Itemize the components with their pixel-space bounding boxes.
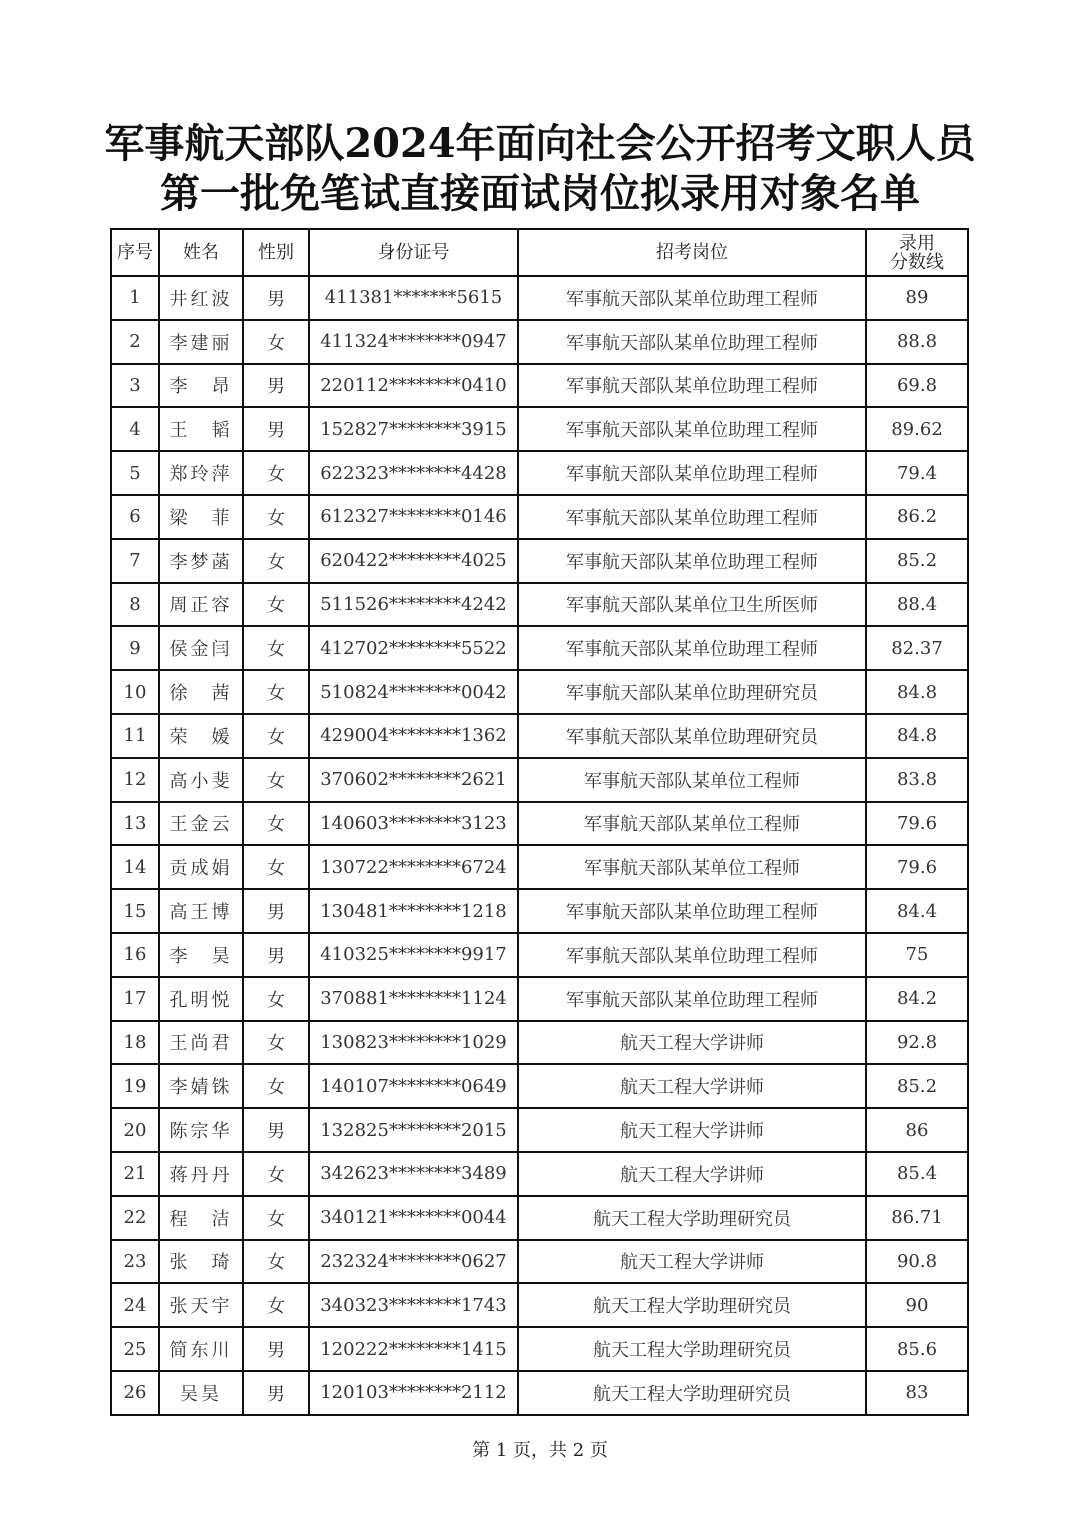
cell-score: 92.8 xyxy=(866,1021,968,1065)
cell-no: 12 xyxy=(111,758,159,802)
cell-post: 军事航天部队某单位助理工程师 xyxy=(518,977,866,1021)
cell-post: 军事航天部队某单位助理工程师 xyxy=(518,933,866,977)
cell-score: 90 xyxy=(866,1283,968,1327)
cell-id: 429004********1362 xyxy=(309,714,518,758)
cell-no: 14 xyxy=(111,845,159,889)
table-row xyxy=(111,495,968,539)
header-no: 序号 xyxy=(111,229,159,276)
cell-gender: 女 xyxy=(243,451,309,495)
cell-post: 军事航天部队某单位助理工程师 xyxy=(518,451,866,495)
cell-id: 511526********4242 xyxy=(309,583,518,627)
cell-gender: 男 xyxy=(243,933,309,977)
cell-name: 梁 菲 xyxy=(159,495,243,539)
table-row xyxy=(111,451,968,495)
cell-post: 军事航天部队某单位助理工程师 xyxy=(518,495,866,539)
cell-no: 4 xyxy=(111,407,159,451)
cell-post: 军事航天部队某单位工程师 xyxy=(518,845,866,889)
cell-no: 23 xyxy=(111,1240,159,1284)
cell-id: 120103********2112 xyxy=(309,1371,518,1415)
cell-name: 王 韬 xyxy=(159,407,243,451)
cell-id: 340121********0044 xyxy=(309,1196,518,1240)
header-name: 姓名 xyxy=(159,229,243,276)
cell-no: 18 xyxy=(111,1021,159,1065)
cell-id: 410325********9917 xyxy=(309,933,518,977)
table-row xyxy=(111,626,968,670)
cell-post: 航天工程大学讲师 xyxy=(518,1108,866,1152)
table-row xyxy=(111,758,968,802)
cell-gender: 男 xyxy=(243,889,309,933)
cell-post: 航天工程大学助理研究员 xyxy=(518,1327,866,1371)
cell-name: 李梦菡 xyxy=(159,539,243,583)
cell-score: 84.2 xyxy=(866,977,968,1021)
cell-post: 航天工程大学助理研究员 xyxy=(518,1283,866,1327)
page-footer: 第 1 页，共 2 页 xyxy=(472,1440,608,1461)
cell-no: 17 xyxy=(111,977,159,1021)
cell-score: 79.6 xyxy=(866,802,968,846)
header-score xyxy=(866,229,968,276)
cell-score: 90.8 xyxy=(866,1240,968,1284)
cell-no: 21 xyxy=(111,1152,159,1196)
cell-no: 15 xyxy=(111,889,159,933)
cell-gender: 女 xyxy=(243,1152,309,1196)
cell-post: 军事航天部队某单位助理工程师 xyxy=(518,889,866,933)
cell-no: 22 xyxy=(111,1196,159,1240)
cell-name: 李婧铢 xyxy=(159,1064,243,1108)
cell-gender: 男 xyxy=(243,1327,309,1371)
cell-id: 220112********0410 xyxy=(309,364,518,408)
cell-no: 24 xyxy=(111,1283,159,1327)
cell-post: 军事航天部队某单位工程师 xyxy=(518,802,866,846)
cell-post: 军事航天部队某单位助理工程师 xyxy=(518,276,866,320)
cell-gender: 女 xyxy=(243,1064,309,1108)
cell-gender: 女 xyxy=(243,758,309,802)
cell-post: 军事航天部队某单位助理工程师 xyxy=(518,320,866,364)
cell-gender: 女 xyxy=(243,1240,309,1284)
cell-post: 军事航天部队某单位助理工程师 xyxy=(518,407,866,451)
cell-name: 张天宇 xyxy=(159,1283,243,1327)
cell-gender: 女 xyxy=(243,1021,309,1065)
cell-post: 航天工程大学助理研究员 xyxy=(518,1196,866,1240)
cell-score: 86 xyxy=(866,1108,968,1152)
cell-score: 85.2 xyxy=(866,1064,968,1108)
table-row xyxy=(111,407,968,451)
table-row xyxy=(111,1196,968,1240)
table-row xyxy=(111,1152,968,1196)
cell-gender: 女 xyxy=(243,626,309,670)
cell-id: 342623********3489 xyxy=(309,1152,518,1196)
cell-post: 航天工程大学讲师 xyxy=(518,1240,866,1284)
cell-id: 340323********1743 xyxy=(309,1283,518,1327)
cell-score: 89 xyxy=(866,276,968,320)
cell-no: 6 xyxy=(111,495,159,539)
cell-no: 11 xyxy=(111,714,159,758)
cell-name: 张 琦 xyxy=(159,1240,243,1284)
cell-gender: 女 xyxy=(243,977,309,1021)
cell-gender: 男 xyxy=(243,407,309,451)
cell-no: 10 xyxy=(111,670,159,714)
cell-name: 简东川 xyxy=(159,1327,243,1371)
cell-score: 79.6 xyxy=(866,845,968,889)
header-gender: 性别 xyxy=(243,229,309,276)
table-row xyxy=(111,583,968,627)
cell-gender: 男 xyxy=(243,276,309,320)
cell-name: 王金云 xyxy=(159,802,243,846)
cell-post: 航天工程大学助理研究员 xyxy=(518,1371,866,1415)
cell-id: 130722********6724 xyxy=(309,845,518,889)
cell-gender: 女 xyxy=(243,802,309,846)
cell-post: 军事航天部队某单位助理研究员 xyxy=(518,714,866,758)
table-row xyxy=(111,845,968,889)
cell-name: 王尚君 xyxy=(159,1021,243,1065)
cell-name: 荣 媛 xyxy=(159,714,243,758)
cell-gender: 男 xyxy=(243,1371,309,1415)
cell-id: 130481********1218 xyxy=(309,889,518,933)
cell-no: 13 xyxy=(111,802,159,846)
cell-id: 140603********3123 xyxy=(309,802,518,846)
cell-gender: 女 xyxy=(243,845,309,889)
table-row xyxy=(111,276,968,320)
cell-gender: 男 xyxy=(243,364,309,408)
cell-gender: 女 xyxy=(243,670,309,714)
table-row xyxy=(111,1021,968,1065)
cell-no: 3 xyxy=(111,364,159,408)
cell-name: 高小斐 xyxy=(159,758,243,802)
cell-post: 军事航天部队某单位工程师 xyxy=(518,758,866,802)
table-header-row xyxy=(111,229,968,276)
table-row xyxy=(111,670,968,714)
table-row xyxy=(111,1240,968,1284)
cell-name: 周正容 xyxy=(159,583,243,627)
table-row xyxy=(111,1371,968,1415)
cell-gender: 女 xyxy=(243,583,309,627)
cell-id: 620422********4025 xyxy=(309,539,518,583)
cell-gender: 女 xyxy=(243,714,309,758)
cell-name: 侯金闫 xyxy=(159,626,243,670)
cell-name: 高王博 xyxy=(159,889,243,933)
cell-post: 军事航天部队某单位助理工程师 xyxy=(518,626,866,670)
header-id: 身份证号 xyxy=(309,229,518,276)
cell-post: 航天工程大学讲师 xyxy=(518,1152,866,1196)
table-row xyxy=(111,1283,968,1327)
cell-no: 2 xyxy=(111,320,159,364)
cell-id: 411324********0947 xyxy=(309,320,518,364)
document-title-line1: 军事航天部队2024年面向社会公开招考文职人员 xyxy=(104,120,976,167)
cell-id: 152827********3915 xyxy=(309,407,518,451)
cell-score: 84.8 xyxy=(866,714,968,758)
cell-id: 140107********0649 xyxy=(309,1064,518,1108)
cell-id: 232324********0627 xyxy=(309,1240,518,1284)
cell-post: 军事航天部队某单位卫生所医师 xyxy=(518,583,866,627)
cell-score: 86.2 xyxy=(866,495,968,539)
cell-id: 130823********1029 xyxy=(309,1021,518,1065)
cell-no: 5 xyxy=(111,451,159,495)
cell-score: 79.4 xyxy=(866,451,968,495)
table-row xyxy=(111,933,968,977)
cell-name: 李建丽 xyxy=(159,320,243,364)
cell-gender: 女 xyxy=(243,1283,309,1327)
cell-post: 航天工程大学讲师 xyxy=(518,1064,866,1108)
candidate-table xyxy=(110,228,969,1416)
table-row xyxy=(111,364,968,408)
cell-name: 孔明悦 xyxy=(159,977,243,1021)
cell-score: 84.4 xyxy=(866,889,968,933)
cell-id: 120222********1415 xyxy=(309,1327,518,1371)
header-score-label: 录用分数线 xyxy=(890,232,944,273)
cell-name: 徐 茜 xyxy=(159,670,243,714)
cell-id: 510824********0042 xyxy=(309,670,518,714)
cell-gender: 女 xyxy=(243,539,309,583)
cell-gender: 男 xyxy=(243,1108,309,1152)
cell-score: 83.8 xyxy=(866,758,968,802)
cell-gender: 女 xyxy=(243,320,309,364)
cell-score: 75 xyxy=(866,933,968,977)
cell-post: 军事航天部队某单位助理工程师 xyxy=(518,539,866,583)
table-row xyxy=(111,1327,968,1371)
cell-no: 1 xyxy=(111,276,159,320)
cell-score: 86.71 xyxy=(866,1196,968,1240)
cell-no: 16 xyxy=(111,933,159,977)
cell-post: 军事航天部队某单位助理研究员 xyxy=(518,670,866,714)
cell-name: 井红波 xyxy=(159,276,243,320)
cell-id: 612327********0146 xyxy=(309,495,518,539)
cell-name: 贡成娟 xyxy=(159,845,243,889)
cell-score: 82.37 xyxy=(866,626,968,670)
cell-no: 20 xyxy=(111,1108,159,1152)
cell-id: 132825********2015 xyxy=(309,1108,518,1152)
cell-score: 85.2 xyxy=(866,539,968,583)
cell-id: 370602********2621 xyxy=(309,758,518,802)
table-row xyxy=(111,1108,968,1152)
cell-post: 航天工程大学讲师 xyxy=(518,1021,866,1065)
cell-name: 郑玲萍 xyxy=(159,451,243,495)
table-row xyxy=(111,977,968,1021)
cell-score: 88.4 xyxy=(866,583,968,627)
table-row xyxy=(111,802,968,846)
cell-id: 622323********4428 xyxy=(309,451,518,495)
cell-no: 7 xyxy=(111,539,159,583)
table-row xyxy=(111,539,968,583)
cell-name: 蒋丹丹 xyxy=(159,1152,243,1196)
cell-no: 26 xyxy=(111,1371,159,1415)
cell-post: 军事航天部队某单位助理工程师 xyxy=(518,364,866,408)
cell-score: 84.8 xyxy=(866,670,968,714)
table-row xyxy=(111,714,968,758)
cell-no: 19 xyxy=(111,1064,159,1108)
cell-no: 8 xyxy=(111,583,159,627)
cell-score: 83 xyxy=(866,1371,968,1415)
cell-name: 李 昂 xyxy=(159,364,243,408)
cell-id: 370881********1124 xyxy=(309,977,518,1021)
cell-id: 411381*******5615 xyxy=(309,276,518,320)
header-post: 招考岗位 xyxy=(518,229,866,276)
document-title-line2: 第一批免笔试直接面试岗位拟录用对象名单 xyxy=(160,170,920,217)
cell-score: 85.6 xyxy=(866,1327,968,1371)
cell-score: 88.8 xyxy=(866,320,968,364)
table-row xyxy=(111,320,968,364)
cell-name: 程 洁 xyxy=(159,1196,243,1240)
cell-no: 25 xyxy=(111,1327,159,1371)
cell-name: 陈宗华 xyxy=(159,1108,243,1152)
table-row xyxy=(111,1064,968,1108)
cell-name: 吴昊 xyxy=(159,1371,243,1415)
cell-score: 69.8 xyxy=(866,364,968,408)
table-row xyxy=(111,889,968,933)
cell-score: 85.4 xyxy=(866,1152,968,1196)
cell-id: 412702********5522 xyxy=(309,626,518,670)
cell-name: 李 昊 xyxy=(159,933,243,977)
cell-no: 9 xyxy=(111,626,159,670)
cell-score: 89.62 xyxy=(866,407,968,451)
cell-gender: 女 xyxy=(243,495,309,539)
cell-gender: 女 xyxy=(243,1196,309,1240)
